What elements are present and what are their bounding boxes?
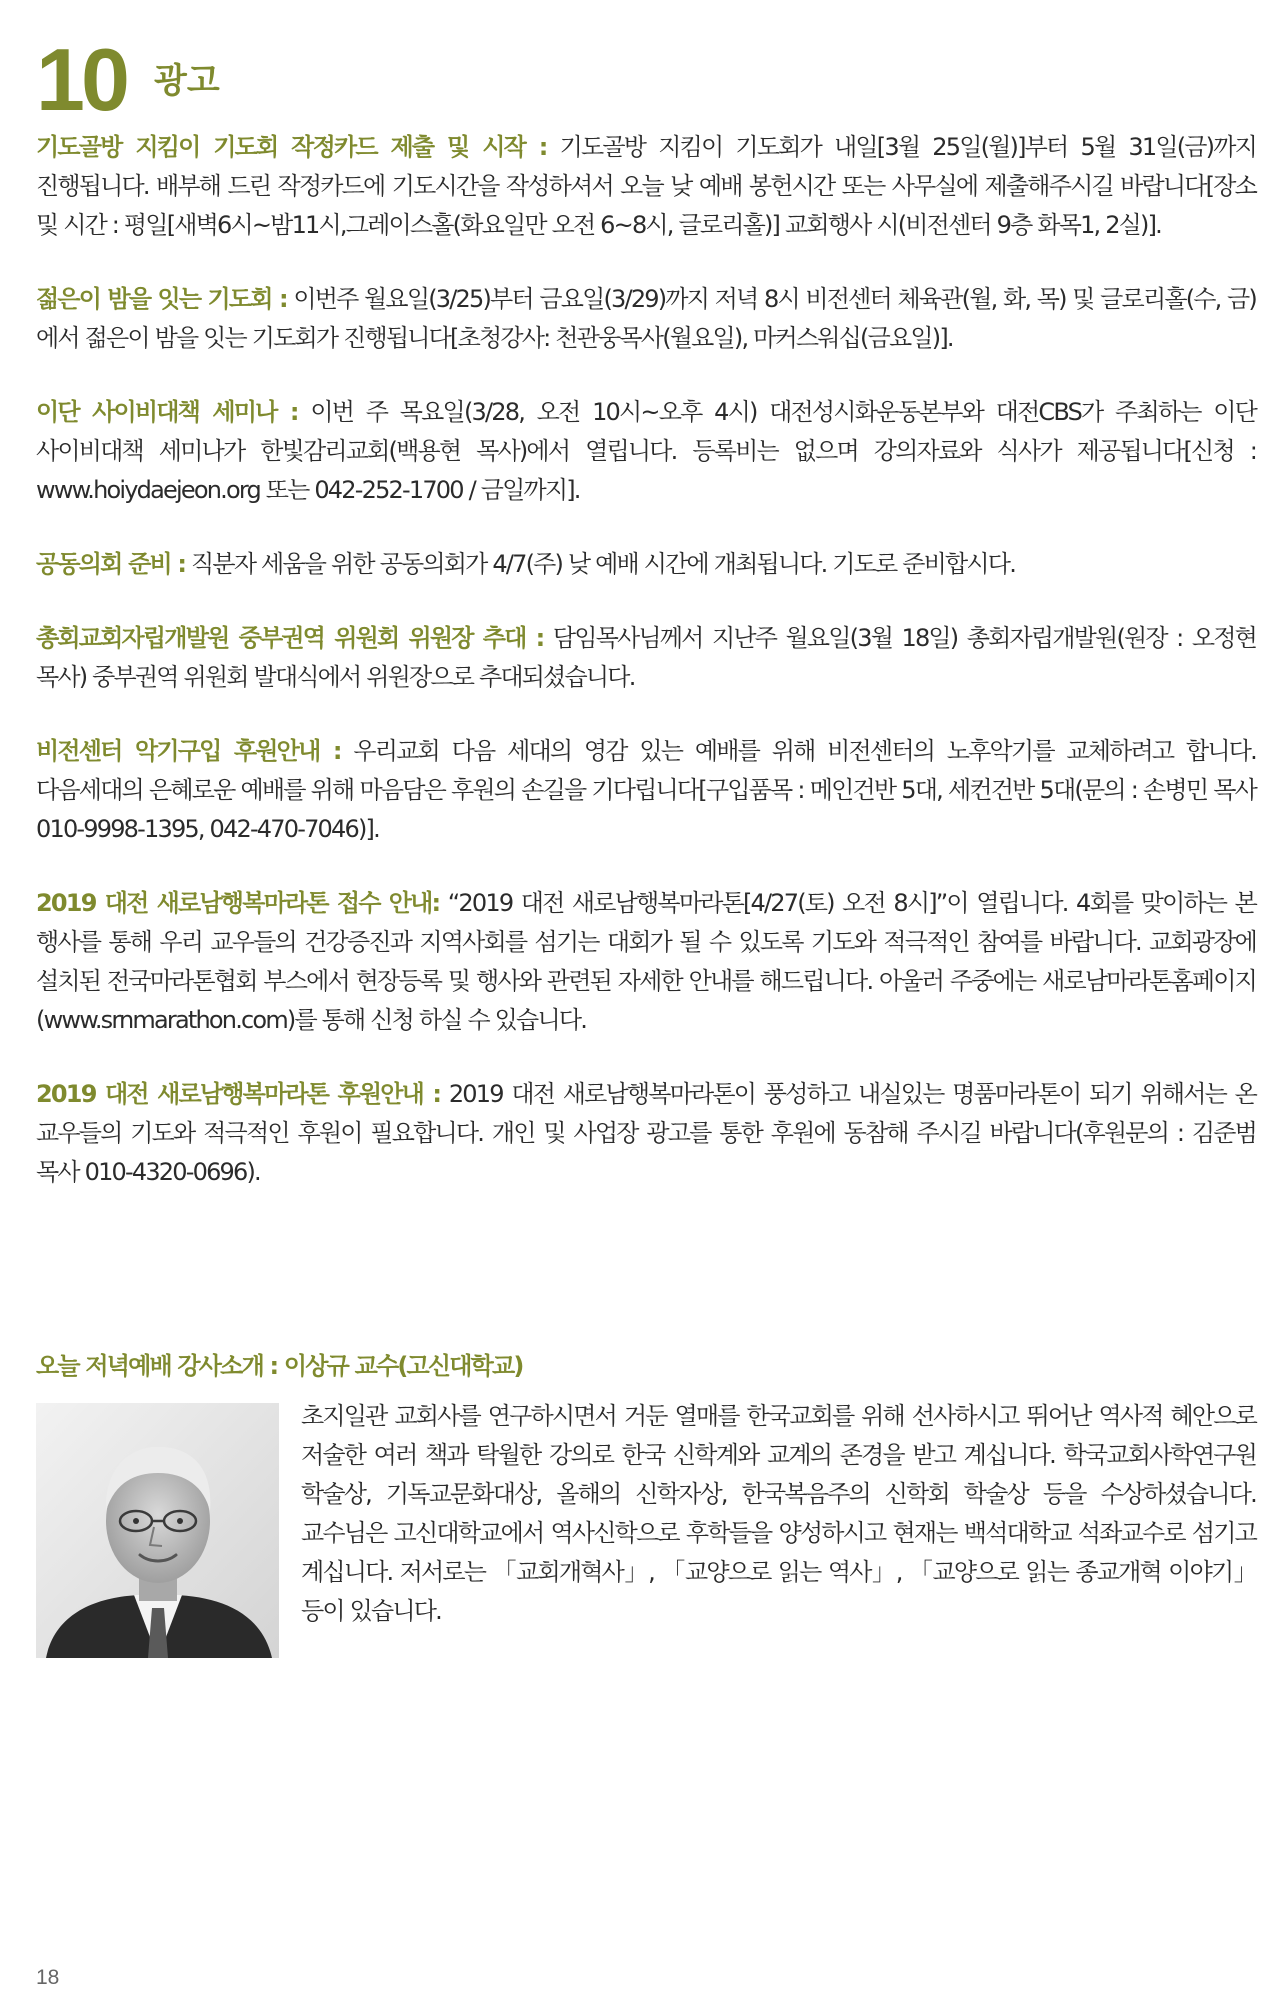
notice-heading: 2019 대전 새로남행복마라톤 접수 안내: <box>36 889 440 917</box>
section-number: 10 <box>36 30 126 129</box>
lecturer-section <box>36 1347 1256 1663</box>
lecturer-body <box>36 1403 1256 1663</box>
notice-body: “2019 대전 새로남행복마라톤[4/27(토) 오전 8시]”이 열립니다. 4회를 맞이하는 본 행사를 통해 우리 교우들의 건강증진과 지역사회를 섬기는 대회가 될 수 있도록 기도와 적극적인 참여를 바랍니다. 교회광장에 설치된 전국마라톤협회 부스에서 현장등록 및 행사와 관련된 자세한 안내를 해드립니다. 아울러 주중에는 새로남마라톤홈페이지(www.srnmarathon.com)를 통해 신청 하실 수 있습니다. <box>36 889 1256 1034</box>
notice-heading: 기도골방 지킴이 기도회 작정카드 제출 및 시작 : <box>36 133 547 161</box>
notice-body: 직분자 세움을 위한 공동의회가 4/7(주) 낮 예배 시간에 개최됩니다. 기도로 준비합시다. <box>185 550 1016 578</box>
lecturer-heading: 오늘 저녁예배 강사소개 : 이상규 교수(고신대학교) <box>36 1352 523 1380</box>
notice-body: 담임목사님께서 지난주 월요일(3월 18일) 총회자립개발원(원장 : 오정현 목사) 중부권역 위원회 발대식에서 위원장으로 추대되셨습니다. <box>36 624 1257 691</box>
notice-prayer-room <box>36 128 1256 245</box>
notice-cult-seminar <box>36 393 1256 510</box>
notice-instrument-donation <box>36 732 1256 849</box>
notice-body: 이번주 월요일(3/25)부터 금요일(3/29)까지 저녁 8시 비전센터 체육관(월, 화, 목) 및 글로리홀(수, 금)에서 젊은이 밤을 잇는 기도회가 진행됩니다[초청강사: 천관웅목사(월요일), 마커스워십(금요일)]. <box>36 285 1256 352</box>
notice-congregation-meeting <box>36 545 1256 584</box>
notice-youth-prayer <box>36 280 1256 358</box>
notice-body: 기도골방 지킴이 기도회가 내일[3월 25일(월)]부터 5월 31일(금)까지 진행됩니다. 배부해 드린 작정카드에 기도시간을 작성하셔서 오늘 낮 예배 봉헌시간 또는 사무실에 제출해주시길 바랍니다[장소 및 시간 : 평일[새벽6시~밤11시,그레이스홀(화요일만 오전 6~8시, 글로리홀)] 교회행사 시(비전센터 9층 화목1, 2실)]. <box>36 133 1256 239</box>
notice-body: 이번 주 목요일(3/28, 오전 10시~오후 4시) 대전성시화운동본부와 대전CBS가 주최하는 이단 사이비대책 세미나가 한빛감리교회(백용현 목사)에서 열립니다. 등록비는 없으며 강의자료와 식사가 제공됩니다[신청 : www.hoiydaejeon.org 또는 042-252-1700 / 금일까지]. <box>36 398 1256 504</box>
notice-heading: 젊은이 밤을 잇는 기도회 : <box>36 285 287 313</box>
notice-marathon-registration <box>36 884 1256 1040</box>
notice-heading: 공동의회 준비 : <box>36 550 186 578</box>
notice-heading: 2019 대전 새로남행복마라톤 후원안내 : <box>36 1080 441 1108</box>
section-title: 광고 <box>154 61 220 101</box>
notice-heading: 비전센터 악기구입 후원안내 : <box>36 737 341 765</box>
notice-body: 2019 대전 새로남행복마라톤이 풍성하고 내실있는 명품마라톤이 되기 위해서는 온 교우들의 기도와 적극적인 후원이 필요합니다. 개인 및 사업장 광고를 통한 후원에 동참해 주시길 바랍니다(후원문의 : 김준범 목사 010-4320-0696). <box>36 1080 1256 1186</box>
notice-body: 우리교회 다음 세대의 영감 있는 예배를 위해 비전센터의 노후악기를 교체하려고 합니다. 다음세대의 은혜로운 예배를 위해 마음담은 후원의 손길을 기다립니다[구입품목 : 메인건반 5대, 세컨건반 5대(문의 : 손병민 목사 010-9998-1395, 042-470-7046)]. <box>36 737 1256 843</box>
lecturer-portrait <box>36 1403 279 1658</box>
notice-heading: 이단 사이비대책 세미나 : <box>36 398 298 426</box>
portrait-image <box>36 1403 279 1658</box>
lecturer-bio: 초지일관 교회사를 연구하시면서 거둔 열매를 한국교회를 위해 선사하시고 뛰어난 역사적 혜안으로 저술한 여러 책과 탁월한 강의로 한국 신학계와 교계의 존경을 받고 계십니다. 학국교회사학연구원 학술상, 기독교문화대상, 올해의 신학자상, 한국복음주의 신학회 학술상 등을 수상하셨습니다. 교수님은 고신대학교에서 역사신학으로 후학들을 양성하시고 현재는 백석대학교 석좌교수로 섬기고 계십니다. 저서로는 「교회개혁사」, 「교양으로 읽는 역사」, 「교양으로 읽는 종교개혁 이야기」 등이 있습니다. <box>301 1402 1256 1625</box>
notice-heading: 총회교회자립개발원 중부권역 위원회 위원장 추대 : <box>36 624 544 652</box>
page-number: 18 <box>36 1966 60 1989</box>
notice-committee-chair <box>36 619 1256 697</box>
notice-list <box>36 128 1256 1227</box>
notice-marathon-sponsorship <box>36 1075 1256 1192</box>
